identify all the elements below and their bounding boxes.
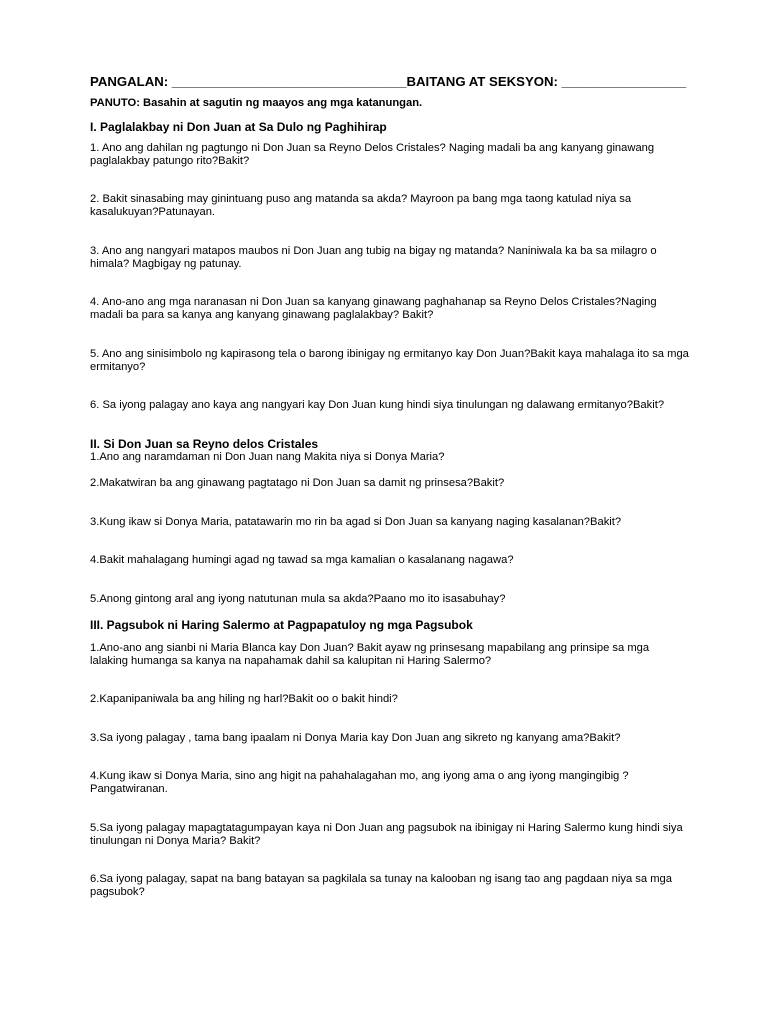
section-1-title: I. Paglalakbay ni Don Juan at Sa Dulo ng Paghihirap — [90, 120, 387, 134]
section-3-question-3: 3.Sa iyong palagay , tama bang ipaalam ni Donya Maria kay Don Juan ang sikreto ng kanyang ama?Bakit? — [90, 732, 621, 744]
section-2-question-1: 1.Ano ang naramdaman ni Don Juan nang Makita niya si Donya Maria? — [90, 451, 445, 463]
section-3-question-2: 2.Kapanipaniwala ba ang hiling ng harl?Bakit oo o bakit hindi? — [90, 693, 398, 705]
section-2-question-4: 4.Bakit mahalagang humingi agad ng tawad sa mga kamalian o kasalanang nagawa? — [90, 554, 514, 566]
section-2-title: II. Si Don Juan sa Reyno delos Cristales — [90, 437, 319, 451]
section-2-question-3: 3.Kung ikaw si Donya Maria, patatawarin mo rin ba agad si Don Juan sa kanyang naging kasalanan?Bakit? — [90, 516, 622, 528]
section-1-question-2: 2. Bakit sinasabing may ginintuang puso ang matanda sa akda? Mayroon pa bang mga taong katulad niya sa kasalukuyan?Patunayan. — [90, 193, 632, 218]
section-3-question-4: 4.Kung ikaw si Donya Maria, sino ang higit na pahahalagahan mo, ang iyong ama o ang iyong mangingibig ? Pangatwiranan. — [90, 770, 629, 795]
instructions: PANUTO: Basahin at sagutin ng maayos ang mga katanungan. — [90, 97, 423, 109]
section-1-question-1: 1. Ano ang dahilan ng pagtungo ni Don Juan sa Reyno Delos Cristales? Naging madali ba ang kanyang ginawang paglalakbay patungo rito?Bakit? — [90, 142, 655, 167]
section-3-question-1: 1.Ano-ano ang sianbi ni Maria Blanca kay Don Juan? Bakit ayaw ng prinsesang mapabilang ang prinsipe sa mga lalaking humanga sa kanya na napahamak dahil sa kalupitan ni Haring Salermo? — [90, 642, 650, 667]
section-1-question-4: 4. Ano-ano ang mga naranasan ni Don Juan sa kanyang ginawang paghahanap sa Reyno Delos Cristales?Naging madali ba para sa kanya ang kanyang ginawang paglalakbay? Bakit? — [90, 296, 657, 321]
section-1-question-6: 6. Sa iyong palagay ano kaya ang nangyari kay Don Juan kung hindi siya tinulungan ng dalawang ermitanyo?Bakit? — [90, 399, 665, 411]
section-1-question-3: 3. Ano ang nangyari matapos maubos ni Don Juan ang tubig na bigay ng matanda? Naniniwala ka ba sa milagro o himala? Magbigay ng patunay. — [90, 245, 657, 270]
section-2-question-5: 5.Anong gintong aral ang iyong natutunan mula sa akda?Paano mo ito isasabuhay? — [90, 593, 506, 605]
section-2-question-2: 2.Makatwiran ba ang ginawang pagtatago ni Don Juan sa damit ng prinsesa?Bakit? — [90, 477, 505, 489]
section-3-question-5: 5.Sa iyong palagay mapagtatagumpayan kaya ni Don Juan ang pagsubok na ibinigay ni Haring Salermo kung hindi siya tinulungan ni Donya Maria? Bakit? — [90, 822, 683, 847]
section-1-question-5: 5. Ano ang sinisimbolo ng kapirasong tela o barong ibinigay ng ermitanyo kay Don Juan?Bakit kaya mahalaga ito sa mga ermitanyo? — [90, 348, 689, 373]
section-3-question-6: 6.Sa iyong palagay, sapat na bang batayan sa pagkilala sa tunay na kalooban ng isang tao ang pagdaan niya sa mga pagsubok? — [90, 873, 672, 898]
section-3-title: III. Pagsubok ni Haring Salermo at Pagpapatuloy ng mga Pagsubok — [90, 618, 473, 632]
name-grade-section-line: PANGALAN: ________________________________BAITANG AT SEKSYON: _________________ — [90, 74, 687, 89]
